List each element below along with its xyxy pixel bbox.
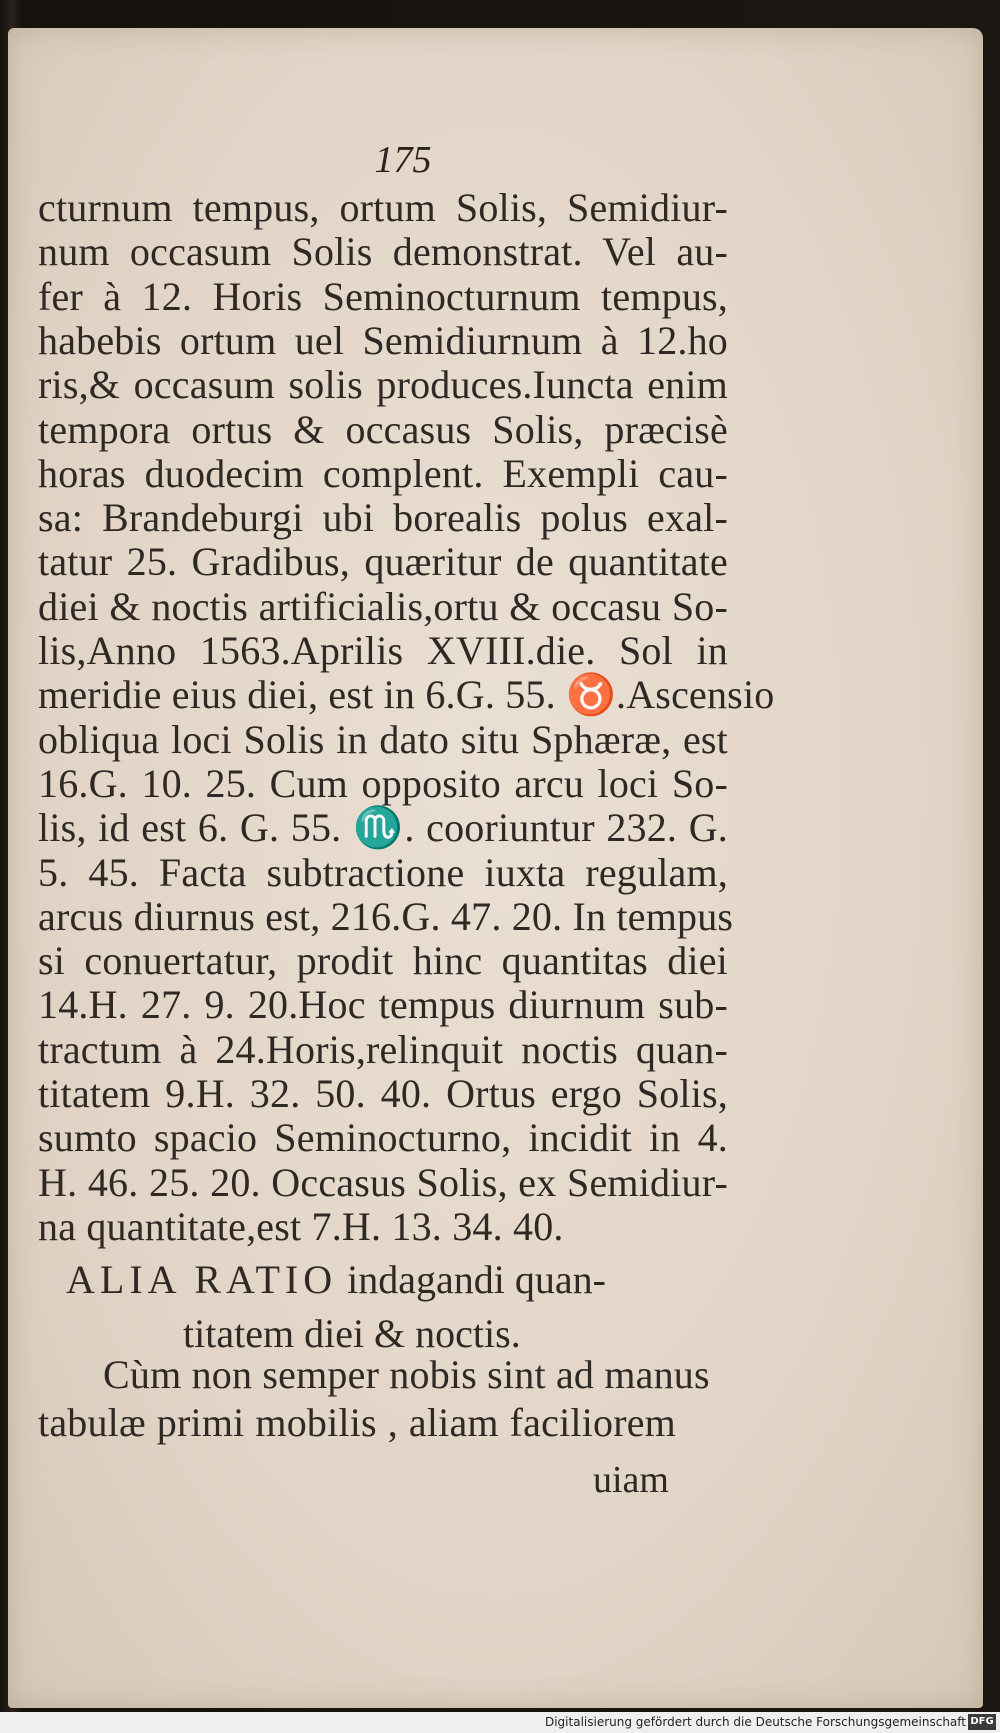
heading-line-2: titatem diei & noctis. — [183, 1311, 521, 1356]
heading-rest: indagandi quan- — [347, 1257, 606, 1302]
text-line: obliqua loci Solis in dato situ Sphæræ, est — [38, 716, 728, 762]
text-line: tatur 25. Gradibus, quæritur de quantitate — [38, 539, 728, 585]
catchword: uiam — [593, 1459, 669, 1501]
text-line: horas duodecim complent. Exempli cau- — [38, 450, 728, 496]
text-line: habebis ortum uel Semidiurnum à 12.ho — [38, 317, 728, 363]
text-line: 16.G. 10. 25. Cum opposito arcu loci So- — [38, 760, 728, 806]
text-line: sumto spacio Seminocturno, incidit in 4. — [38, 1115, 728, 1161]
text-line: diei & noctis artificialis,ortu & occasu So- — [38, 583, 728, 629]
text-line: num occasum Solis demonstrat. Vel au- — [38, 229, 728, 275]
heading-caps: ALIA RATIO — [66, 1257, 338, 1302]
text-line: 14.H. 27. 9. 20.Hoc tempus diurnum sub- — [38, 982, 728, 1028]
text-line: 5. 45. Facta subtractione iuxta regulam, — [38, 849, 728, 895]
text-line: fer à 12. Horis Seminocturnum tempus, — [38, 273, 728, 319]
text-line: na quantitate,est 7.H. 13. 34. 40. — [38, 1203, 564, 1249]
text-line: lis,Anno 1563.Aprilis XVIII.die. Sol in — [38, 628, 728, 673]
text-line: ris,& occasum solis produces.Iuncta enim — [38, 362, 728, 408]
footer-credit: Digitalisierung gefördert durch die Deutsche Forschungsgemeinschaft — [544, 1715, 966, 1729]
text-line: lis, id est 6. G. 55. ♏. cooriuntur 232. G. — [38, 805, 728, 851]
section-heading — [66, 1256, 666, 1358]
text-line: tractum à 24.Horis,relinquit noctis quan- — [38, 1026, 728, 1072]
dfg-logo-icon: DFG — [968, 1714, 996, 1730]
text-line: tabulæ primi mobilis , aliam faciliorem — [38, 1400, 676, 1445]
text-line: cturnum tempus, ortum Solis, Semidiur- — [38, 185, 728, 230]
book-page — [8, 28, 983, 1708]
text-line: titatem 9.H. 32. 50. 40. Ortus ergo Solis, — [38, 1071, 728, 1116]
text-line: meridie eius diei, est in 6.G. 55. ♉.Ascensio — [38, 672, 775, 718]
page-number: 175 — [374, 139, 432, 181]
text-line: arcus diurnus est, 216.G. 47. 20. In tempus — [38, 893, 734, 939]
text-line: Cùm non semper nobis sint ad manus — [103, 1352, 710, 1397]
text-line: sa: Brandeburgi ubi borealis polus exal- — [38, 495, 728, 541]
text-line: tempora ortus & occasus Solis, præcisè — [38, 406, 728, 452]
text-line: H. 46. 25. 20. Occasus Solis, ex Semidiur- — [38, 1159, 728, 1205]
text-line: si conuertatur, prodit hinc quantitas diei — [38, 938, 728, 984]
footer-bar — [0, 1712, 1000, 1733]
